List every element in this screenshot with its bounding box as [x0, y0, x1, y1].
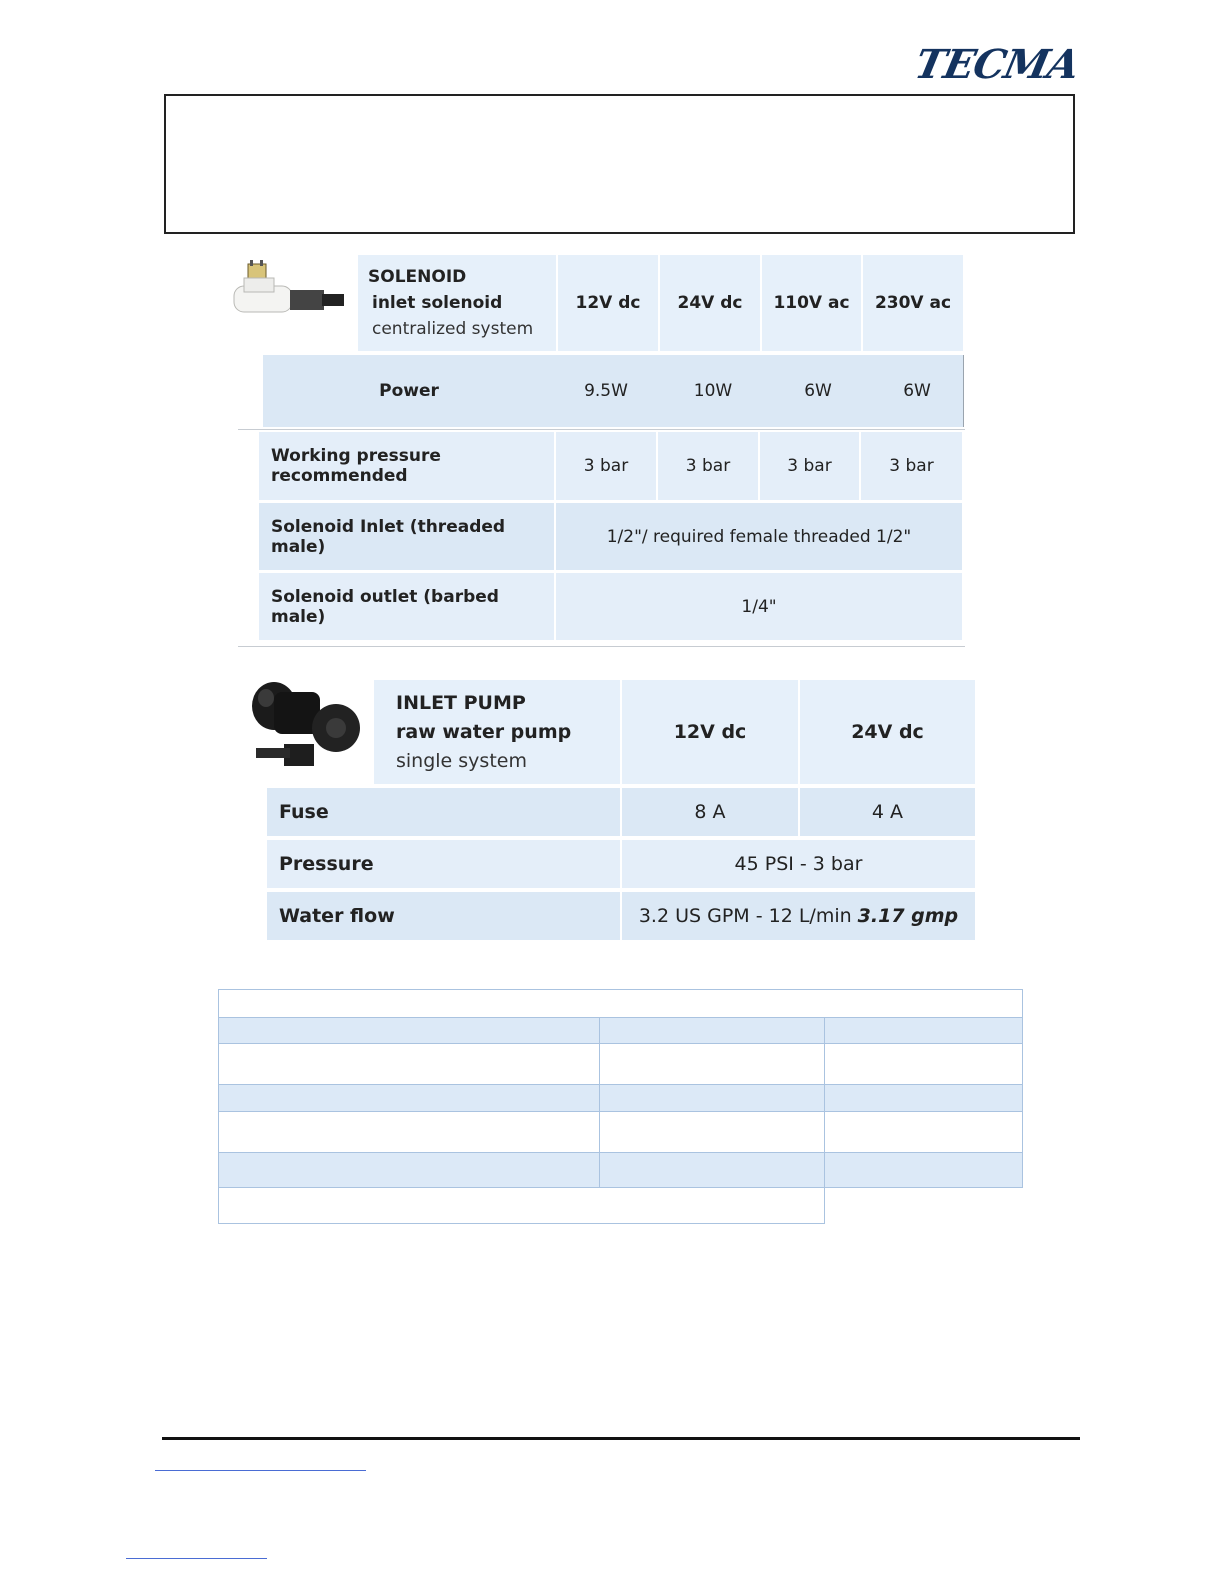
pump-system: single system — [396, 749, 527, 772]
solenoid-col-3: 110V ac — [762, 255, 861, 351]
divider — [238, 646, 965, 647]
footer-rule — [162, 1437, 1080, 1440]
water-flow-label: Water flow — [267, 892, 620, 940]
solenoid-col-4: 230V ac — [863, 255, 963, 351]
water-flow-metric: 3.2 US GPM - 12 L/min — [638, 905, 852, 927]
working-pressure-value-2: 3 bar — [658, 432, 758, 500]
working-pressure-value-4: 3 bar — [861, 432, 962, 500]
solenoid-subtitle: inlet solenoid — [372, 293, 503, 313]
fuse-value-2: 4 A — [800, 788, 975, 836]
table-line — [599, 1017, 600, 1188]
header-box — [164, 94, 1075, 234]
divider — [238, 429, 965, 430]
pump-title: INLET PUMP — [396, 691, 526, 714]
solenoid-header — [358, 255, 556, 351]
table-line — [218, 1017, 1023, 1018]
solenoid-outlet-label: Solenoid outlet (barbed male) — [259, 573, 554, 640]
table-line — [218, 1084, 1023, 1085]
power-value-3: 6W — [804, 381, 832, 401]
table-line — [824, 1017, 825, 1188]
water-pump-image — [244, 676, 368, 776]
footer-link[interactable] — [155, 1470, 366, 1471]
table-row — [219, 1152, 1022, 1187]
solenoid-col-2: 24V dc — [660, 255, 760, 351]
working-pressure-value-3: 3 bar — [760, 432, 859, 500]
water-flow-gmp: 3.17 gmp — [857, 905, 959, 927]
table-line — [218, 1043, 1023, 1044]
solenoid-inlet-label: Solenoid Inlet (threaded male) — [259, 503, 554, 570]
power-value-1: 9.5W — [584, 381, 628, 401]
table-row — [219, 1084, 1022, 1111]
power-value-2: 10W — [693, 381, 733, 401]
solenoid-outlet-value: 1/4" — [556, 573, 962, 640]
power-value-4: 6W — [903, 381, 931, 401]
water-flow-value — [622, 892, 975, 940]
pump-col-1: 12V dc — [622, 680, 798, 784]
solenoid-valve-image — [230, 260, 350, 330]
pump-header — [374, 680, 620, 784]
pump-pressure-value: 45 PSI - 3 bar — [622, 840, 975, 888]
fuse-value-1: 8 A — [622, 788, 798, 836]
fuse-label: Fuse — [267, 788, 620, 836]
pump-subtitle: raw water pump — [396, 720, 572, 743]
solenoid-title: SOLENOID — [368, 267, 467, 287]
solenoid-col-1: 12V dc — [558, 255, 658, 351]
solenoid-inlet-value: 1/2"/ required female threaded 1/2" — [556, 503, 962, 570]
table-line — [218, 1111, 1023, 1112]
working-pressure-label: Working pressure recommended — [259, 432, 554, 500]
power-label: Power — [379, 381, 439, 401]
table-line — [218, 1152, 1023, 1153]
solenoid-system: centralized system — [372, 319, 534, 339]
pump-col-2: 24V dc — [800, 680, 975, 784]
working-pressure-value-1: 3 bar — [556, 432, 656, 500]
footer-link[interactable] — [126, 1558, 267, 1559]
table-row — [219, 1017, 1022, 1043]
empty-table-footer-cell — [218, 1187, 825, 1224]
pump-pressure-label: Pressure — [267, 840, 620, 888]
tecma-logo: TECMA — [910, 41, 1084, 88]
